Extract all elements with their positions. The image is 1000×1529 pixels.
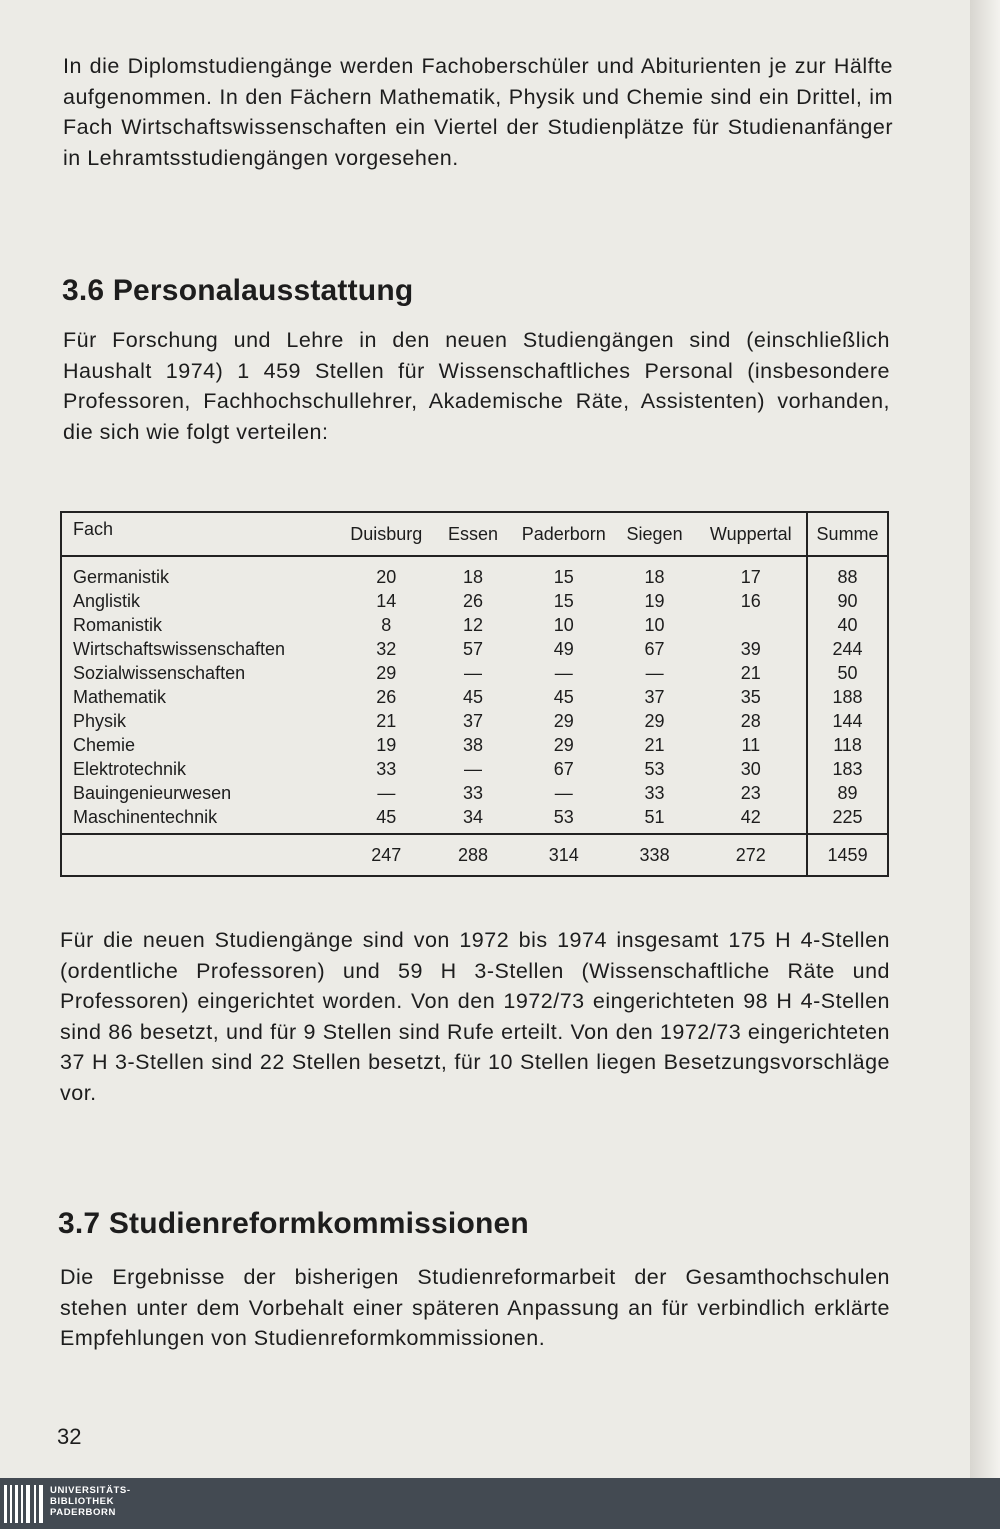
table-cell: 34 (463, 807, 484, 827)
table-cell: 21 (644, 735, 665, 755)
table-cell: 21 (376, 711, 397, 731)
table-cell: 11 (741, 735, 761, 755)
table-row (61, 709, 888, 733)
table-cell-subject: Romanistik (73, 615, 163, 635)
table-cell-sum: 118 (807, 733, 888, 757)
table-cell: — (554, 783, 573, 803)
table-cell-total-label (61, 834, 340, 876)
library-logo-line: PADERBORN (50, 1507, 116, 1518)
table-cell: 53 (553, 807, 574, 827)
intro-paragraph: In die Diplomstudiengänge werden Fachoberschüler und Abiturienten je zur Hälfte aufgenommen. In den Fächern Mathematik, Physik und Chemie sind ein Drittel, im Fach Wirtschaftswissenschaften ein Viertel der Studienplätze für Studienanfänger in Lehramtsstudiengängen vorgesehen. (63, 54, 893, 170)
table-cell: 30 (740, 759, 761, 779)
table-cell: 26 (376, 687, 397, 707)
table-cell: 23 (740, 783, 761, 803)
table-cell: 39 (740, 639, 761, 659)
table-row (61, 637, 888, 661)
studienreformkommissionen-paragraph: Die Ergebnisse der bisherigen Studienreformarbeit der Gesamthochschulen stehen unter dem Vorbehalt einer späteren Anpassung an für verbindlich erklärte Empfehlungen von Studienreformkommissionen. (60, 1265, 890, 1350)
table-cell-subject: Wirtschaftswissenschaften (73, 639, 286, 659)
table-cell-sum: 188 (807, 685, 888, 709)
personalausstattung-paragraph: Für Forschung und Lehre in den neuen Studiengängen sind (einschließlich Haushalt 1974) 1 459 Stellen für Wissenschaftliches Personal (insbesondere Professoren, Fachhochschullehrer, Akademische Räte, Assistenten) vorhanden, die sich wie folgt verteilen: (63, 328, 890, 444)
library-logo[interactable] (50, 1485, 131, 1518)
table-cell-subject: Mathematik (73, 687, 167, 707)
table-cell: 67 (644, 639, 665, 659)
table-cell: 16 (740, 591, 761, 611)
table-cell: — (464, 759, 483, 779)
table-cell-sum: 50 (807, 661, 888, 685)
table-cell: 29 (644, 711, 665, 731)
table-row (61, 589, 888, 613)
table-cell: 26 (463, 591, 484, 611)
table-cell: 49 (553, 639, 574, 659)
table-cell: 37 (644, 687, 665, 707)
library-logo-line: UNIVERSITÄTS- (50, 1485, 131, 1496)
table-row (61, 781, 888, 805)
table-cell: 17 (740, 567, 761, 587)
table-row (61, 556, 888, 589)
column-header-duisburg: Duisburg (340, 512, 432, 556)
table-header-row (61, 512, 888, 556)
table-cell (695, 613, 807, 637)
table-row (61, 757, 888, 781)
section-heading-studienreformkommissionen: 3.7 Studienreformkommissionen (58, 1207, 529, 1240)
h-stellen-paragraph: Für die neuen Studiengänge sind von 1972 bis 1974 insgesamt 175 H 4-Stellen (ordentliche Professoren) und 59 H 3-Stellen (Wissenschaftliche Räte und Professoren) eingerichtet worden. Von den 1972/73 eingerichteten 98 H 4-Stellen sind 86 besetzt, und für 9 Stellen sind Rufe erteilt. Von den 1972/73 eingerichteten 37 H 3-Stellen sind 22 Stellen besetzt, für 10 Stellen liegen Besetzungsvorschläge vor. (60, 928, 890, 1105)
table-cell-grand-total: 1459 (807, 834, 888, 876)
table-cell-subject: Chemie (73, 735, 136, 755)
table-cell-sum: 225 (807, 805, 888, 834)
table-cell: 33 (463, 783, 484, 803)
table-cell: 20 (376, 567, 397, 587)
table-cell: 45 (553, 687, 574, 707)
table-cell: 57 (463, 639, 484, 659)
table-cell-sum: 144 (807, 709, 888, 733)
page-number: 32 (57, 1424, 82, 1449)
column-header-summe: Summe (807, 512, 888, 556)
table-cell-subject: Anglistik (73, 591, 141, 611)
table-cell-total: 247 (340, 834, 432, 876)
table-cell: 15 (553, 591, 574, 611)
table-cell: 29 (553, 735, 574, 755)
column-header-siegen: Siegen (614, 512, 696, 556)
page-edge-shadow (970, 0, 1000, 1478)
table-row (61, 685, 888, 709)
table-cell-subject: Maschinentechnik (73, 807, 218, 827)
table-cell: 21 (740, 663, 761, 683)
table-cell: 19 (644, 591, 665, 611)
table-cell: 15 (553, 567, 574, 587)
table-cell: — (554, 663, 573, 683)
table-cell-sum: 90 (807, 589, 888, 613)
barcode-bars-icon (4, 1485, 44, 1523)
table-cell: 51 (644, 807, 665, 827)
table-cell-subject: Bauingenieurwesen (73, 783, 232, 803)
column-header-essen: Essen (432, 512, 514, 556)
table-cell-subject: Sozialwissenschaften (73, 663, 246, 683)
table-cell-subject: Physik (73, 711, 127, 731)
table-cell-subject: Germanistik (73, 567, 170, 587)
table-cell: 10 (553, 615, 574, 635)
table-cell: 19 (376, 735, 397, 755)
column-header-wuppertal: Wuppertal (695, 512, 807, 556)
table-cell: 38 (463, 735, 484, 755)
table-cell-sum: 183 (807, 757, 888, 781)
table-cell: 10 (644, 615, 665, 635)
table-cell: 32 (376, 639, 397, 659)
column-header-paderborn: Paderborn (514, 512, 614, 556)
table-cell: 67 (553, 759, 574, 779)
table-cell-subject: Elektrotechnik (73, 759, 187, 779)
table-row (61, 661, 888, 685)
table-cell: — (645, 663, 664, 683)
table-cell-sum: 40 (807, 613, 888, 637)
table-cell: 37 (463, 711, 484, 731)
table-cell: 45 (463, 687, 484, 707)
table-cell: 42 (740, 807, 761, 827)
table-cell-total: 338 (614, 834, 696, 876)
table-cell: 8 (381, 615, 392, 635)
column-header-fach: Fach (61, 512, 340, 556)
table-cell-sum: 88 (807, 556, 888, 589)
table-cell: 45 (376, 807, 397, 827)
table-cell: — (377, 783, 396, 803)
table-totals-row (61, 834, 888, 876)
table-cell-sum: 89 (807, 781, 888, 805)
library-logo-line: BIBLIOTHEK (50, 1496, 115, 1507)
table-cell: 33 (644, 783, 665, 803)
table-cell-total: 314 (514, 834, 614, 876)
table-cell: 18 (463, 567, 484, 587)
table-cell-sum: 244 (807, 637, 888, 661)
table-cell: 35 (740, 687, 761, 707)
table-row (61, 733, 888, 757)
table-row (61, 613, 888, 637)
table-cell: 28 (740, 711, 761, 731)
table-cell: 29 (376, 663, 397, 683)
staff-distribution-table (60, 511, 889, 877)
table-cell: 33 (376, 759, 397, 779)
table-cell-total: 272 (695, 834, 807, 876)
table-cell: — (464, 663, 483, 683)
table-cell: 53 (644, 759, 665, 779)
library-footer-bar (0, 1478, 1000, 1529)
table-cell-total: 288 (432, 834, 514, 876)
table-cell: 12 (463, 615, 484, 635)
table-cell: 29 (553, 711, 574, 731)
table-row (61, 805, 888, 834)
table-cell: 18 (644, 567, 665, 587)
table-cell: 14 (376, 591, 397, 611)
section-heading-personalausstattung: 3.6 Personalausstattung (62, 274, 414, 307)
